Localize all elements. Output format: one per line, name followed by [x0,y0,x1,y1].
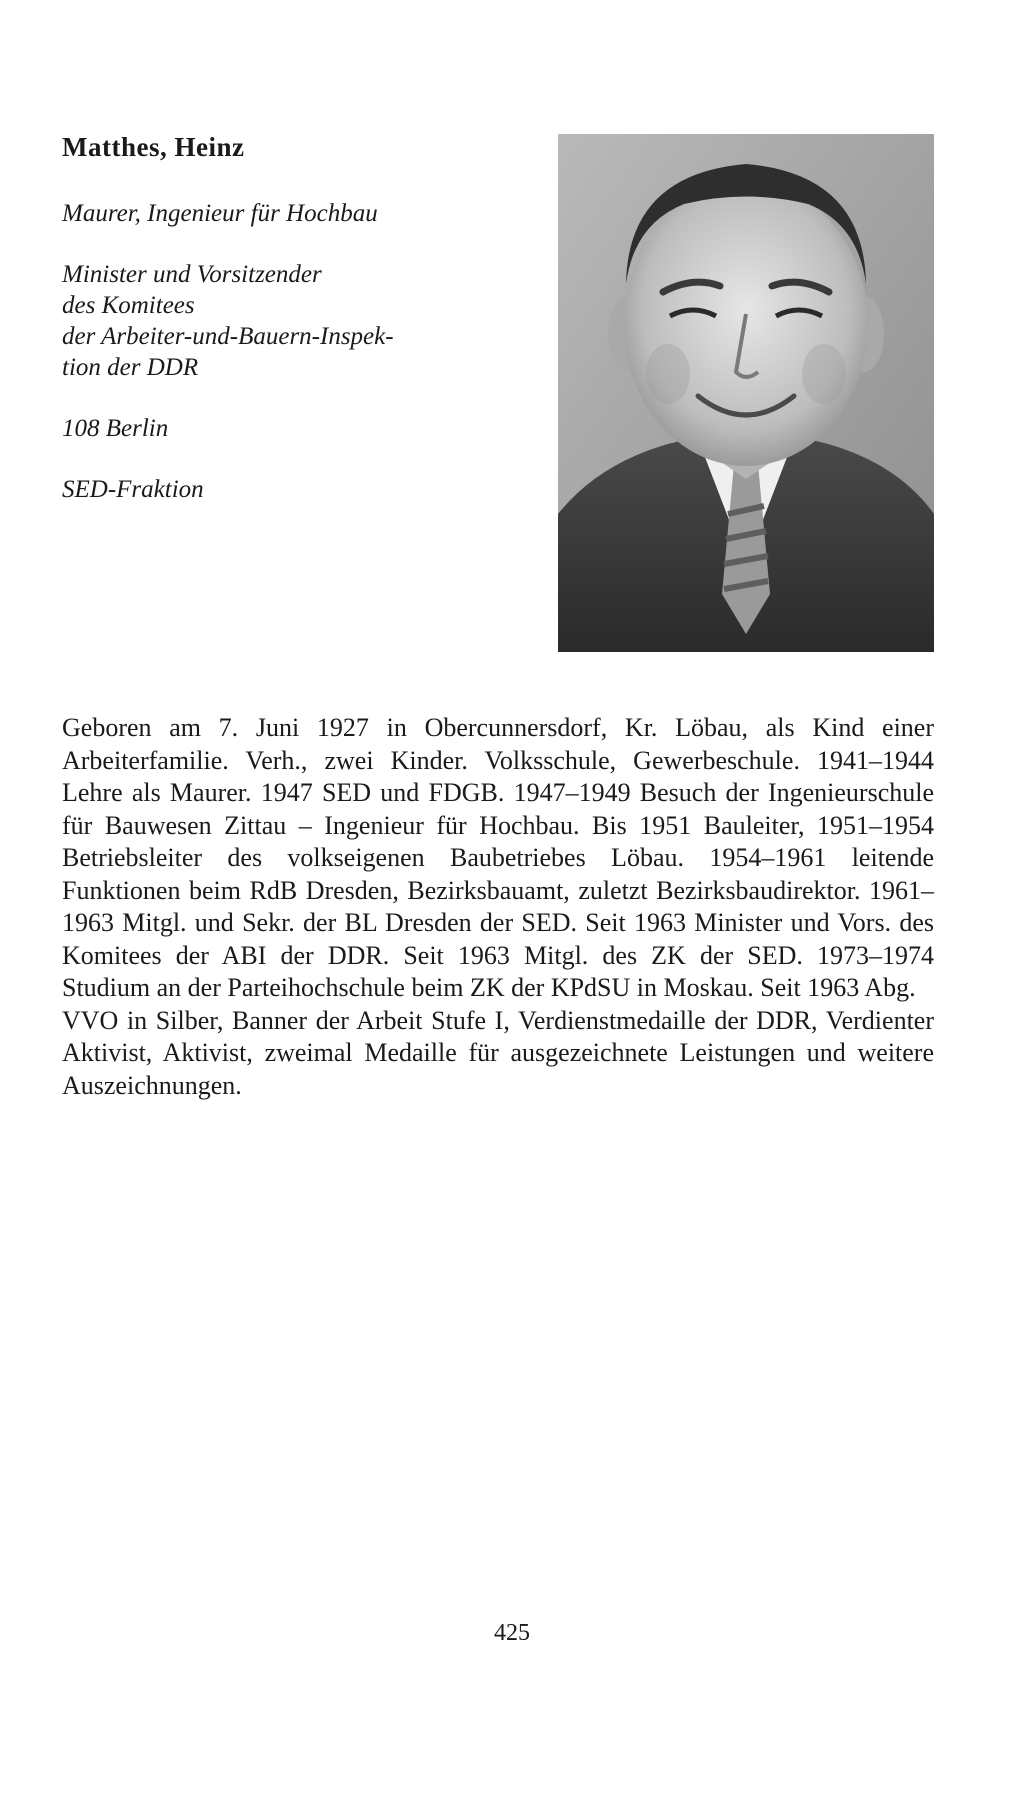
biography-paragraph: Geboren am 7. Juni 1927 in Obercunnersdorf, Kr. Löbau, als Kind einer Arbeiterfamilie. Verh., zwei Kinder. Volksschule, Gewerbeschule. 1941–1944 Lehre als Maurer. 1947 SED und FDGB. 1947–1949 Besuch der Ingenieurschule für Bauwesen Zittau – Ingenieur für Hochbau. Bis 1951 Bauleiter, 1951–1954 Betriebsleiter des volkseigenen Baubetriebes Löbau. 1954–1961 leitende Funktionen beim RdB Dresden, Bezirksbauamt, zuletzt Bezirksbaudirektor. 1961–1963 Mitgl. und Sekr. der BL Dresden der SED. Seit 1963 Minister und Vors. des Komitees der ABI der DDR. Seit 1963 Mitgl. des ZK der SED. 1973–1974 Studium an der Parteihochschule beim ZK der KPdSU in Moskau. Seit 1963 Abg. [62,713,934,1002]
position-line: des Komitees [62,292,195,319]
biography [62,712,934,1102]
faction: SED-Fraktion [62,476,204,503]
position-line: tion der DDR [62,354,199,381]
position-line: Minister und Vorsitzender [62,261,322,288]
position-line: der Arbeiter-und-Bauern-Inspek- [62,323,394,350]
position [62,259,532,383]
entry-details [62,198,532,535]
portrait-photo [558,134,934,652]
entry-name: Matthes, Heinz [62,132,245,162]
profession: Maurer, Ingenieur für Hochbau [62,200,378,227]
page-number: 425 [494,1620,530,1646]
location: 108 Berlin [62,415,169,442]
biography-paragraph: VVO in Silber, Banner der Arbeit Stufe I, Verdienstmedaille der DDR, Verdienter Aktivist, Aktivist, zweimal Medaille für ausgezeichnete Leistungen und weitere Auszeichnungen. [62,1005,934,1100]
